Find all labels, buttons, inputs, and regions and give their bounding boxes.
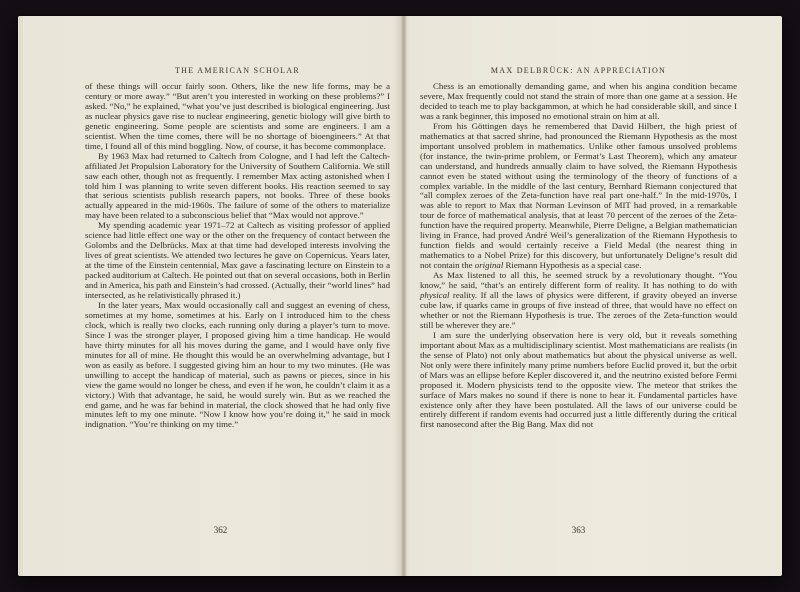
paragraph: of these things will occur fairly soon. Others, like the new life forms, may be a century or more away.” “But aren’t you interested in working on these problems?” I asked. “No,” he explained, “what you’ve just described is biological engineering. Just as nuclear physics gave rise to nuclear engineering, genetic biology will give birth to genetic engineering. Some people are scientists and some are engineers. I am a scientist. When the time comes, there will be no shortage of bioengineers.” At that time, I found all of this mind boggling. Now, of course, it has become commonplace.: [85, 81, 390, 151]
left-running-head: THE AMERICAN SCHOLAR: [174, 66, 301, 75]
page-stack-edge: [18, 16, 24, 576]
left-page-number: 362: [213, 525, 228, 535]
right-page: [403, 16, 782, 576]
paragraph: By 1963 Max had returned to Caltech from Cologne, and I had left the Caltech-affiliated Jet Propulsion Laboratory for the University of Southern California. We still saw each other, though not as frequently. I remember Max acting astonished when I told him I was planning to write seven different books. His reaction seemed to say that serious scientists publish research papers, not books. Three of these books actually appeared in the mid-1960s. The failure of some of the others to materialize may have been related to a subconscious belief that “Max would not approve.”: [85, 150, 390, 221]
paragraph: I am sure the underlying observation here is very old, but it reveals something important about Max as a multidisciplinary scientist. Most mathematicians are realists (in the sense of Plato) not only about mathematics but about the physical universe as well. Not only were there infinitely many prime numbers before Euclid proved it, but the orbit of Mars was an ellipse before Kepler discovered it, and the neutrino existed before Fermi proposed it. Modern physicists tend to the opposite view. The meteor that strikes the surface of Mars makes no sound if there is none to hear it. Fundamental particles have existence only after they have been postulated. All the laws of our universe could be entirely different if random events had occurred just a little differently during the critical first nanosecond after the Big Bang. Max did not: [420, 329, 737, 430]
paragraph: From his Göttingen days he remembered that David Hilbert, the high priest of mathematics at that sacred shrine, had pronounced the Riemann Hypothesis as the most important unsolved problem in mathematics. Unlike other famous unsolved problems (for instance, the twin-prime problem, or Fermat’s Last Theorem), which any amateur can understand, and hundreds annually claim to have solved, the Riemann Hypothesis cannot even be stated without using the terminology of the theory of functions of a complex variable. In the middle of the last century, Bernhard Riemann conjectured that “all complex zeroes of the Zeta-function have real part one-half.” In the mid-1970s, I was able to report to Max that Norman Levinson of MIT had proved, in a remarkable tour de force of mathematical analysis, that at least 70 percent of the zeroes of the Zeta-function have the required property. Meanwhile, Pierre Deligne, a Belgian mathematician living in France, had proved André Weil’s generalization of the Riemann Hypothesis to function fields and would certainly receive a Field Medal (the nearest thing in mathematics to a Nobel Prize) for this discovery, but unfortunately Deligne’s result did not contain the original Riemann Hypothesis as a special case.: [420, 120, 737, 271]
paragraph: In the later years, Max would occasionally call and suggest an evening of chess, sometimes at my home, sometimes at his. Early on I introduced him to the chess clock, which is really two clocks, each running only during a player’s turn to move. Since I was the stronger player, I proposed giving him a time handicap. He would have thirty minutes for all his moves during the game, and I would have only five minutes for all of mine. He thought this would be an overwhelming advantage, but I won as easily as before. I suggested giving him an hour to my two minutes. (He was unwilling to accept the handicap of material, such as pawns or pieces, since in his view the game would no longer be chess, and even if he won, he couldn’t claim it as a victory.) With that advantage, he said, he would surely win. But as we reached the end game, and he was far behind in material, the clock showed that he had only five minutes left to my one minute. “Now I know how you’re doing it,” he said in mock indignation. “You’re thinking on my time.”: [85, 299, 390, 430]
book-spread: [18, 16, 782, 576]
paragraph: As Max listened to all this, he seemed struck by a revolutionary thought. “You know,” he said, “that’s an entirely different form of reality. It has nothing to do with physical reality. If all the laws of physics were different, if gravity obeyed an inverse cube law, if quarks came in groups of five instead of three, that would have no effect on whether or not the Riemann Hypothesis is true. The zeroes of the Zeta-function would still be wherever they are.”: [420, 270, 737, 330]
paragraph: Chess is an emotionally demanding game, and when his angina condition became severe, Max frequently could not stand the strain of more than one game at a session. He decided to teach me to play backgammon, at which he had considerable skill, and since I was a rank beginner, this imposed no emotional strain on him at all.: [420, 81, 737, 121]
right-page-text: [420, 82, 737, 430]
right-page-number: 363: [571, 525, 586, 535]
left-page: [18, 16, 403, 576]
paragraph: My spending academic year 1971–72 at Caltech as visiting professor of applied science had little effect one way or the other on the frequency of contact between the Golombs and the Delbrücks. Max at that time had developed interests involving the lives of great scientists. We attended two lectures he gave on Copernicus. Years later, at the time of the Einstein centennial, Max gave a fascinating lecture on Einstein to a packed auditorium at Caltech. He pointed out that on several occasions, both in Berlin and in America, his path and Einstein’s had crossed. (Actually, their “world lines” had intersected, as he relativistically phrased it.): [85, 220, 390, 301]
left-page-text: [85, 82, 390, 430]
right-running-head: MAX DELBRÜCK: AN APPRECIATION: [490, 66, 667, 75]
